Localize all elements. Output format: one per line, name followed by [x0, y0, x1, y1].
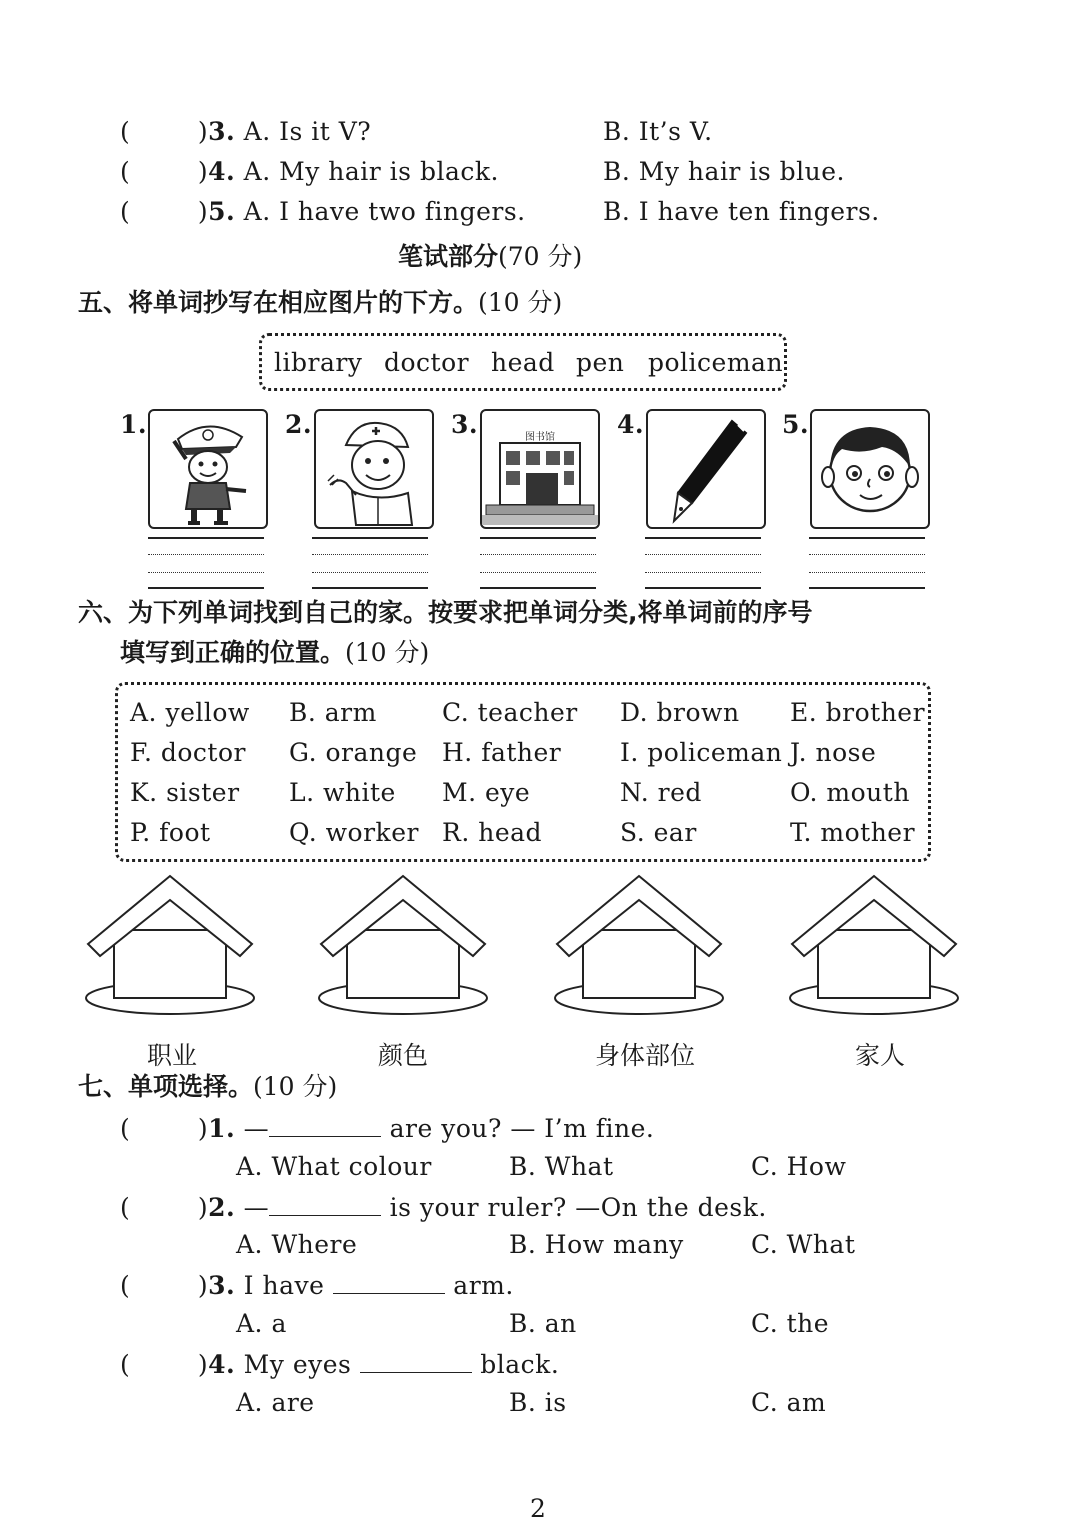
option-a: A. My hair is black.: [243, 157, 499, 186]
classify-word: T. mother: [790, 818, 916, 847]
question-post: are you? — I’m fine.: [381, 1114, 655, 1143]
classify-word: I. policeman: [620, 738, 783, 767]
library-sign: 图书馆: [525, 432, 555, 443]
policeman-icon: [150, 411, 266, 527]
classify-word: P. foot: [130, 818, 211, 847]
answer-paren[interactable]: ( ): [120, 117, 209, 146]
mc-option: C. How: [751, 1152, 847, 1181]
classify-word: G. orange: [289, 738, 418, 767]
classify-word: Q. worker: [289, 818, 419, 847]
classify-word: B. arm: [289, 698, 377, 727]
page-number: 2: [530, 1494, 547, 1523]
picture-number: 1.: [120, 410, 148, 439]
mc-option: C. am: [751, 1388, 827, 1417]
answer-paren[interactable]: ( ): [120, 157, 209, 186]
section6-title-line1: 六、为下列单词找到自己的家。按要求把单词分类,将单词前的序号: [78, 598, 813, 627]
house-label: 职业: [146, 1041, 197, 1070]
mc-option: C. What: [751, 1230, 856, 1259]
question-pre: —: [243, 1193, 270, 1222]
word-bank-word: library: [274, 348, 363, 377]
mc-option: A. a: [236, 1309, 287, 1338]
option-b: B. It’s V.: [603, 117, 713, 146]
picture-number: 4.: [617, 410, 645, 439]
section6-title-text: 填写到正确的位置。: [120, 638, 346, 667]
option-a: A. Is it V?: [243, 117, 372, 146]
classify-word: L. white: [289, 778, 396, 807]
picture-number: 3.: [451, 410, 479, 439]
mc-question: [120, 1269, 514, 1301]
question-number: 4.: [208, 1350, 236, 1379]
answer-paren[interactable]: ( ): [120, 197, 209, 226]
classify-word: R. head: [442, 818, 543, 847]
classify-word: A. yellow: [130, 698, 250, 727]
writing-lines[interactable]: [809, 537, 925, 589]
classify-word: S. ear: [620, 818, 697, 847]
classify-word: K. sister: [130, 778, 240, 807]
question-number: 3.: [208, 1271, 236, 1300]
classify-word: C. teacher: [442, 698, 578, 727]
section7-title-text: 七、单项选择。: [78, 1072, 254, 1101]
house-icon[interactable]: [553, 874, 727, 1020]
classify-word: F. doctor: [130, 738, 246, 767]
answer-paren[interactable]: ( ): [120, 1114, 209, 1143]
house-icon[interactable]: [788, 874, 962, 1020]
section6-score: (10 分): [345, 638, 430, 667]
word-bank-word: policeman: [648, 348, 784, 377]
question-number: 1.: [208, 1114, 236, 1143]
answer-paren[interactable]: ( ): [120, 1271, 209, 1300]
section7-score: (10 分): [253, 1072, 338, 1101]
question-number: 3.: [208, 117, 236, 146]
written-score: (70 分): [498, 242, 583, 271]
mc-option: A. What colour: [236, 1152, 432, 1181]
answer-blank[interactable]: [269, 1191, 381, 1216]
library-icon: [482, 411, 598, 527]
option-a: A. I have two fingers.: [243, 197, 526, 226]
classify-word: J. nose: [790, 738, 877, 767]
classify-word: M. eye: [442, 778, 531, 807]
question-pre: My eyes: [243, 1350, 360, 1379]
question-row: [120, 197, 526, 227]
classify-word: E. brother: [790, 698, 926, 727]
question-pre: I have: [243, 1271, 333, 1300]
picture-frame: [314, 409, 434, 529]
mc-option: C. the: [751, 1309, 830, 1338]
section5-title-text: 五、将单词抄写在相应图片的下方。: [78, 288, 479, 317]
answer-paren[interactable]: ( ): [120, 1193, 209, 1222]
question-row: [120, 117, 371, 147]
question-pre: —: [243, 1114, 270, 1143]
question-number: 4.: [208, 157, 236, 186]
picture-frame: [480, 409, 600, 529]
mc-question: [120, 1112, 654, 1144]
written-section-title: [398, 242, 582, 272]
house-label: 家人: [854, 1041, 905, 1070]
question-post: black.: [471, 1350, 560, 1379]
house-icon[interactable]: [84, 874, 258, 1020]
answer-blank[interactable]: [333, 1269, 445, 1294]
mc-option: B. an: [509, 1309, 577, 1338]
question-post: arm.: [444, 1271, 514, 1300]
doctor-icon: [316, 411, 432, 527]
section5-title: [78, 288, 562, 318]
pen-icon: [648, 411, 764, 527]
option-b: B. I have ten fingers.: [603, 197, 880, 226]
section7-title: [78, 1072, 337, 1102]
option-b: B. My hair is blue.: [603, 157, 845, 186]
picture-frame: [810, 409, 930, 529]
classify-word: H. father: [442, 738, 562, 767]
picture-number: 2.: [285, 410, 313, 439]
classify-word: O. mouth: [790, 778, 910, 807]
mc-question: [120, 1191, 767, 1223]
question-post: is your ruler? —On the desk.: [381, 1193, 767, 1222]
mc-option: B. is: [509, 1388, 567, 1417]
house-icon[interactable]: [317, 874, 491, 1020]
question-number: 5.: [208, 197, 236, 226]
head-icon: [812, 411, 928, 527]
house-label: 身体部位: [594, 1041, 695, 1070]
mc-option: B. How many: [509, 1230, 684, 1259]
word-bank-word: doctor: [384, 348, 470, 377]
question-number: 2.: [208, 1193, 236, 1222]
picture-frame: [646, 409, 766, 529]
answer-blank[interactable]: [360, 1348, 472, 1373]
answer-paren[interactable]: ( ): [120, 1350, 209, 1379]
writing-lines[interactable]: [148, 537, 264, 589]
section5-score: (10 分): [478, 288, 563, 317]
classify-word: N. red: [620, 778, 702, 807]
written-title-text: 笔试部分: [398, 242, 499, 271]
word-bank-word: pen: [576, 348, 625, 377]
picture-frame: [148, 409, 268, 529]
writing-lines[interactable]: [480, 537, 596, 589]
mc-option: A. are: [236, 1388, 315, 1417]
section6-title-line2: [120, 638, 429, 668]
writing-lines[interactable]: [645, 537, 761, 589]
word-bank-word: head: [491, 348, 555, 377]
picture-number: 5.: [782, 410, 810, 439]
house-label: 颜色: [377, 1041, 428, 1070]
writing-lines[interactable]: [312, 537, 428, 589]
mc-question: [120, 1348, 559, 1380]
classify-word: D. brown: [620, 698, 740, 727]
mc-option: B. What: [509, 1152, 614, 1181]
question-row: [120, 157, 499, 187]
answer-blank[interactable]: [269, 1112, 381, 1137]
mc-option: A. Where: [236, 1230, 358, 1259]
